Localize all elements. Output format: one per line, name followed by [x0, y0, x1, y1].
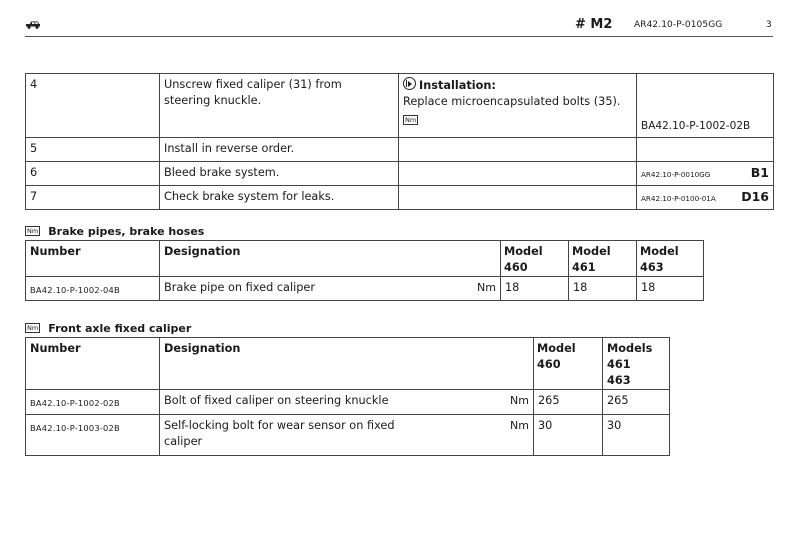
front-axle-heading: [25, 317, 191, 336]
step-reference-cell: [637, 162, 774, 186]
page-number: 3: [766, 20, 772, 30]
car-icon: [25, 20, 41, 30]
table-header-row: [26, 338, 670, 390]
steps-table: [25, 73, 774, 210]
part-number: BA42.10-P-1003-02B: [26, 415, 160, 456]
table-header-row: [26, 241, 704, 277]
step-number: 5: [26, 138, 160, 162]
column-header-number: Number: [26, 241, 160, 277]
step-reference-link[interactable]: BA42.10-P-1002-02B: [641, 120, 751, 132]
column-header-number: Number: [26, 338, 160, 390]
table-row: [26, 74, 774, 138]
step-number: 7: [26, 186, 160, 210]
section-title: Brake pipes, brake hoses: [48, 225, 205, 238]
torque-nm-icon: Nm: [27, 226, 39, 235]
table-row: [26, 186, 774, 210]
part-number: BA42.10-P-1002-02B: [26, 390, 160, 415]
step-note: [399, 186, 637, 210]
unit-label: Nm: [477, 281, 496, 294]
table-row: [26, 415, 670, 456]
brake-pipes-heading: [25, 220, 204, 239]
torque-value: 265: [534, 390, 603, 415]
header-divider: [25, 36, 773, 37]
step-number: 4: [26, 74, 160, 138]
designation: [160, 415, 534, 456]
step-note: [399, 74, 637, 138]
column-header-model-461: Model 461: [569, 241, 637, 277]
column-header-model-460: Model 460: [534, 338, 603, 390]
step-action: Unscrew fixed caliper (31) from steering knuckle.: [160, 74, 399, 138]
torque-value: 265: [603, 390, 670, 415]
torque-nm-icon: Nm: [27, 323, 39, 332]
step-reference-cell: [637, 186, 774, 210]
designation-text: Brake pipe on fixed caliper: [164, 281, 316, 294]
step-reference-id: B1: [750, 165, 769, 180]
table-row: [26, 277, 704, 301]
brake-pipes-table: [25, 240, 704, 301]
designation: [160, 390, 534, 415]
step-action: Check brake system for leaks.: [160, 186, 399, 210]
torque-value: 18: [501, 277, 569, 301]
table-row: [26, 138, 774, 162]
step-action: Bleed brake system.: [160, 162, 399, 186]
part-number: BA42.10-P-1002-04B: [26, 277, 160, 301]
step-action: Install in reverse order.: [160, 138, 399, 162]
unit-label: Nm: [510, 419, 529, 432]
column-header-models-461-463: Models 461 463: [603, 338, 670, 390]
designation-text: Self-locking bolt for wear sensor on fixed caliper: [164, 419, 395, 448]
torque-nm-icon: Nm: [405, 116, 417, 124]
column-header-designation: Designation: [160, 241, 501, 277]
designation-text: Bolt of fixed caliper on steering knuckle: [164, 394, 389, 407]
step-note: [399, 162, 637, 186]
torque-value: 30: [534, 415, 603, 456]
table-row: [26, 162, 774, 186]
step-note: [399, 138, 637, 162]
header-code: # M2: [575, 17, 613, 32]
table-row: [26, 390, 670, 415]
unit-label: Nm: [510, 394, 529, 407]
column-header-model-460: Model 460: [501, 241, 569, 277]
step-reference-id: D16: [741, 189, 769, 204]
torque-value: 18: [569, 277, 637, 301]
note-title: Installation:: [419, 79, 496, 92]
torque-value: 18: [637, 277, 704, 301]
step-reference-cell: [637, 74, 774, 138]
step-number: 6: [26, 162, 160, 186]
step-reference-cell: [637, 138, 774, 162]
torque-value: 30: [603, 415, 670, 456]
installation-icon: [403, 77, 416, 90]
header-document-number: AR42.10-P-0105GG: [634, 20, 723, 30]
step-reference-link[interactable]: AR42.10-P-0010GG: [641, 170, 711, 179]
step-reference-link[interactable]: AR42.10-P-0100-01A: [641, 194, 716, 203]
section-title: Front axle fixed caliper: [48, 322, 192, 335]
column-header-designation: Designation: [160, 338, 534, 390]
column-header-model-463: Model 463: [637, 241, 704, 277]
front-axle-table: [25, 337, 670, 456]
designation: [160, 277, 501, 301]
note-text: Replace microencapsulated bolts (35).: [403, 95, 621, 108]
